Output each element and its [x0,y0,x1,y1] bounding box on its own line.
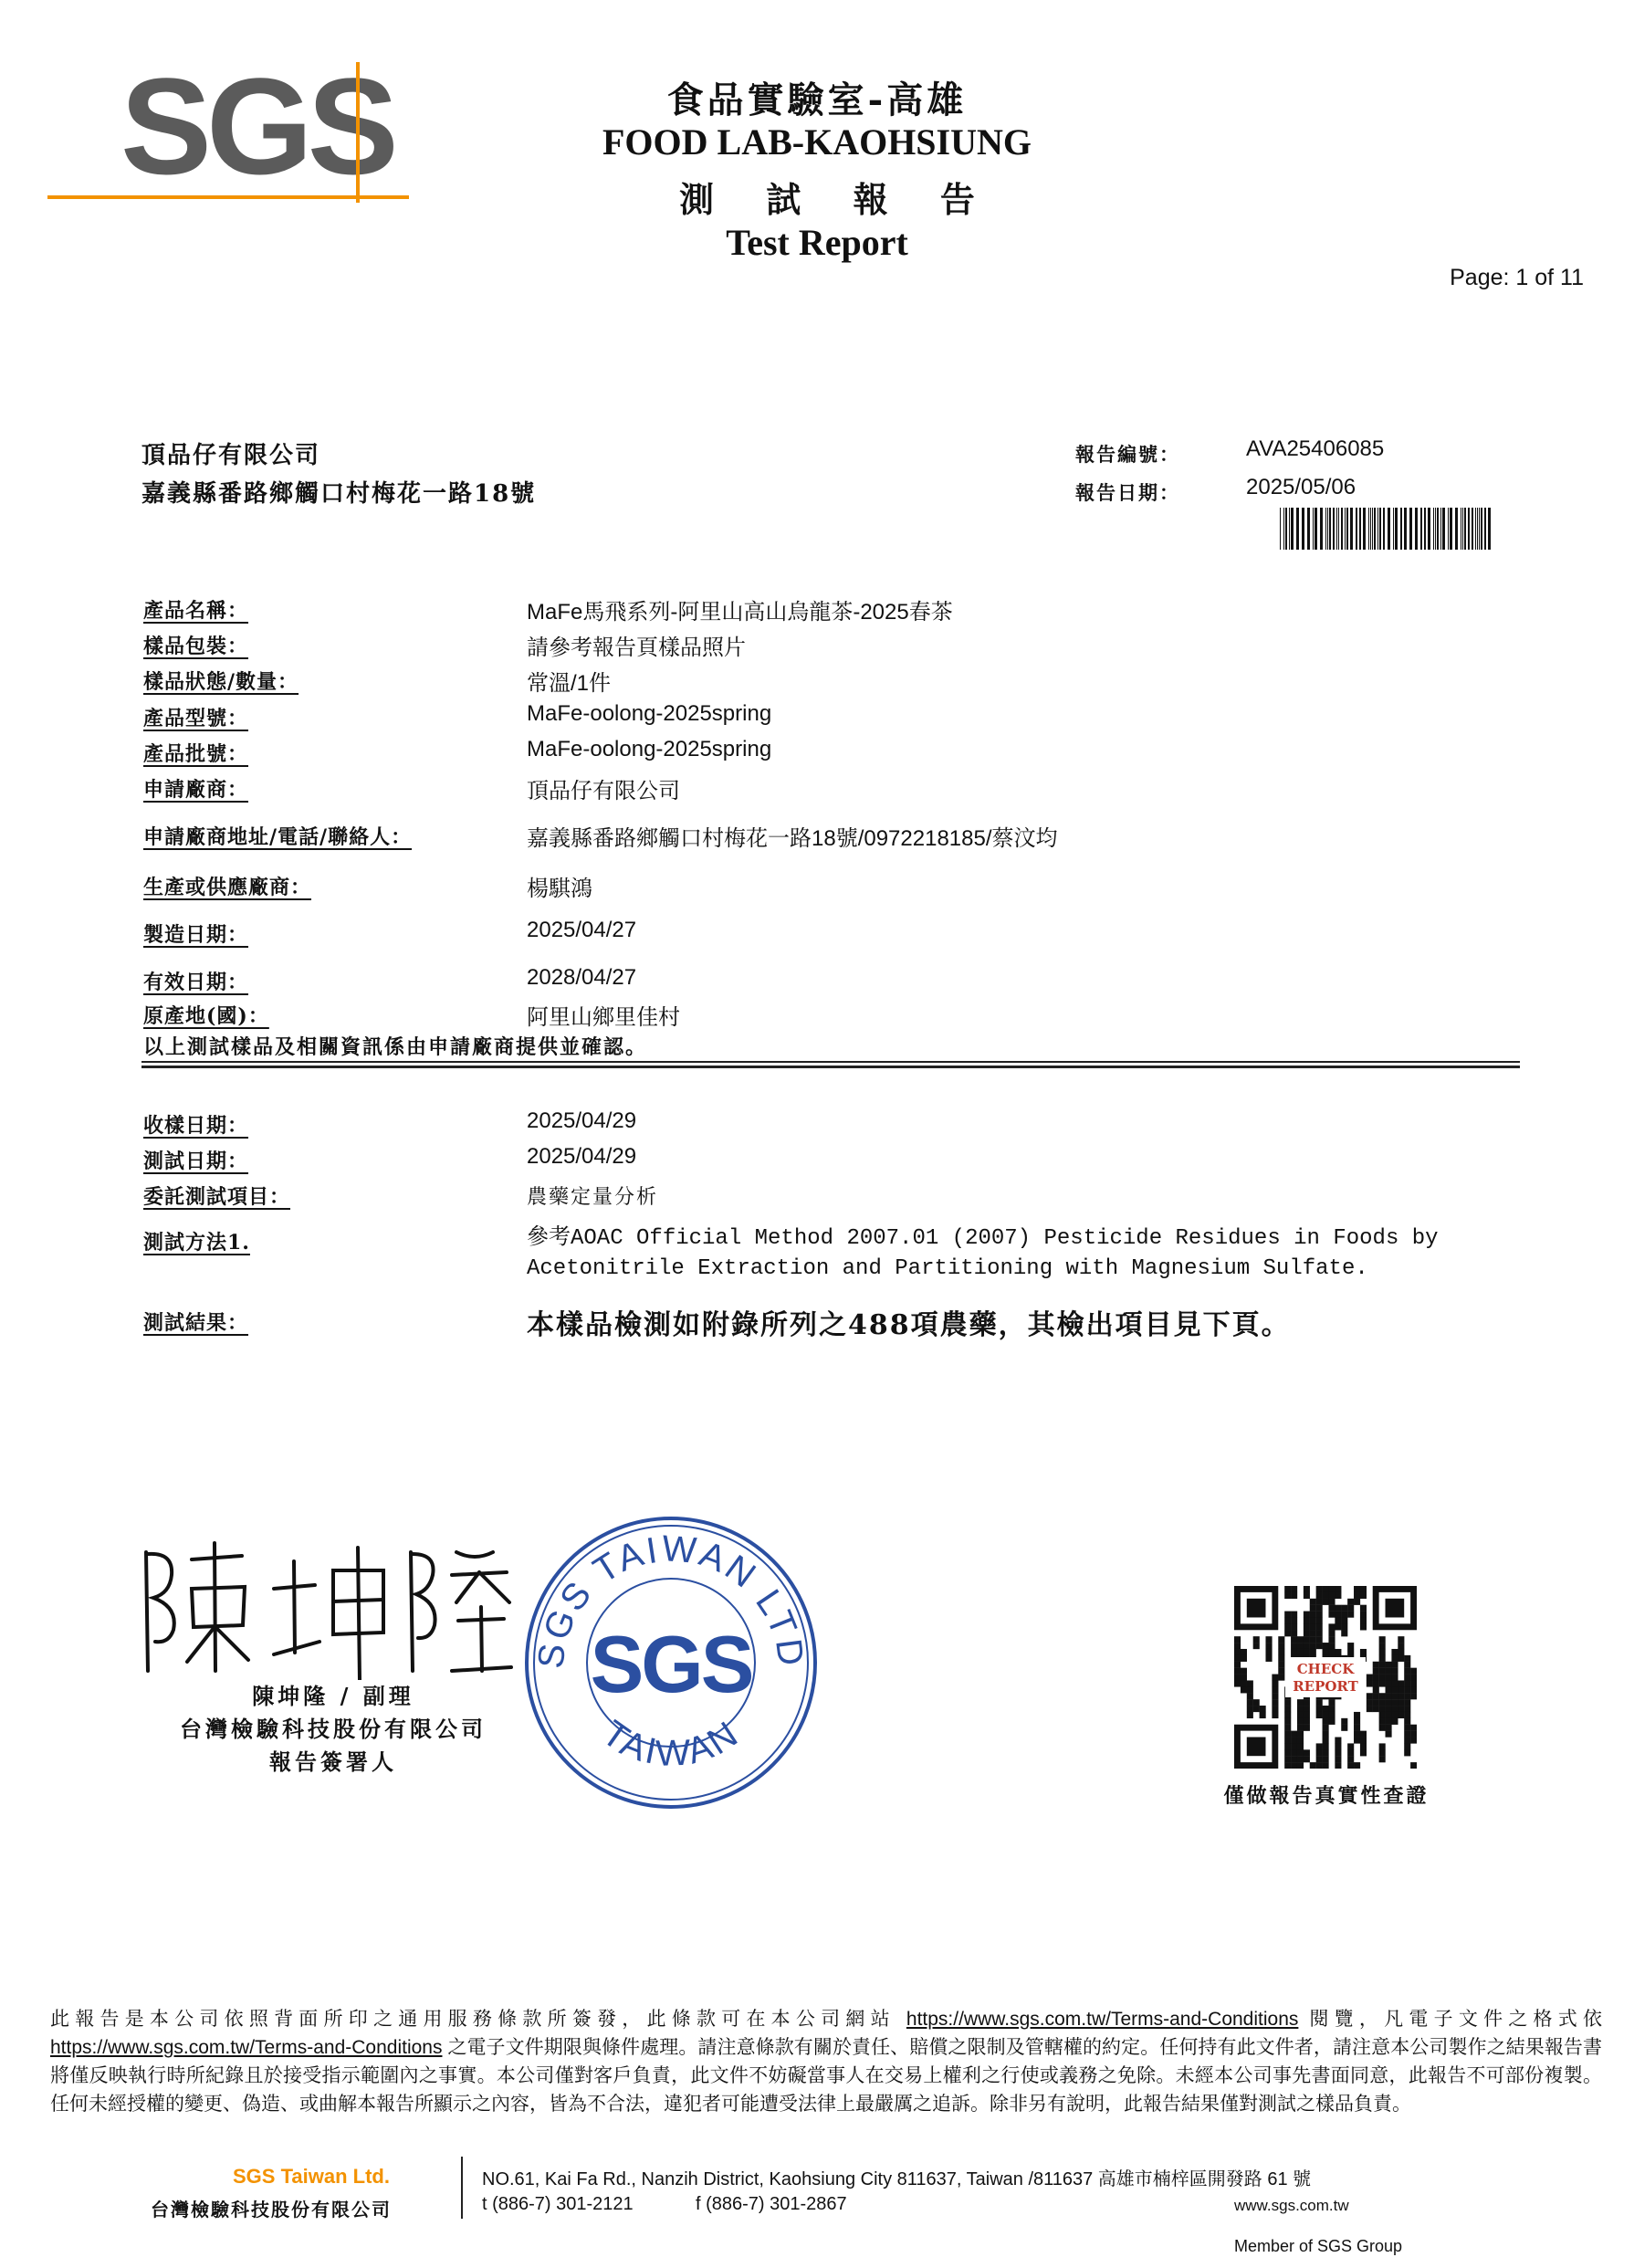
lab-name-en: FOOD LAB-KAOHSIUNG [602,121,1032,163]
logo-text: SGS [120,58,393,203]
footer-address: NO.61, Kai Fa Rd., Nanzih District, Kaohsiung City 811637, Taiwan /811637 高雄市楠梓區開發路 61 號 [482,2169,1312,2189]
footer-telephone: t (886-7) 301-2121 [482,2194,634,2214]
field-value-test-item: 農藥定量分析 [527,1186,659,1209]
report-title-zh: 測 試 報 告 [679,179,995,220]
field-value-test-date: 2025/04/29 [527,1144,637,1169]
field-value-supplier: 楊騏鴻 [527,877,592,901]
field-label-manufacture-date: 製造日期： [143,923,249,947]
svg-text:TAIWAN [595,1713,747,1774]
field-label-origin: 原產地(國)： [143,1004,269,1028]
field-label-model: 產品型號： [143,707,249,730]
report-number-label: 報告編號： [1075,443,1180,466]
report-date-label: 報告日期： [1075,481,1180,504]
report-number: AVA25406085 [1246,436,1385,461]
signer-name-title: 陳坤隆 / 副理 [252,1683,414,1709]
field-label-expiry-date: 有效日期： [143,971,249,994]
qr-report-text: REPORT [1293,1678,1358,1695]
field-label-test-result: 測試結果： [143,1311,249,1335]
field-label-test-method: 測試方法1. [143,1231,250,1255]
signer-company: 台灣檢驗科技股份有限公司 [180,1716,487,1742]
customer-address: 嘉義縣番路鄉觸口村梅花一路18號 [141,480,537,508]
field-value-applicant-contact: 嘉義縣番路鄉觸口村梅花一路18號/0972218185/蔡汶均 [527,826,1058,851]
field-label-batch: 產品批號： [143,742,249,766]
seal-top-text: SGS TAIWAN LTD [530,1528,812,1671]
footer-divider [461,2157,463,2219]
seal-bottom-text: TAIWAN [594,1712,748,1774]
footer-website[interactable]: www.sgs.com.tw [1234,2197,1349,2214]
qr-code-image [1234,1586,1417,1769]
field-label-applicant: 申請廠商： [143,778,249,802]
seal-center-text: SGS [590,1619,752,1709]
field-value-batch: MaFe-oolong-2025spring [527,737,772,761]
field-label-packaging: 樣品包裝： [143,635,249,658]
field-value-model: MaFe-oolong-2025spring [527,701,772,726]
legal-disclaimer [50,2005,1602,2118]
qr-caption: 僅做報告真實性查證 [1223,1784,1430,1808]
terms-link-2[interactable]: https://www.sgs.com.tw/Terms-and-Conditions [50,2037,443,2058]
report-date: 2025/05/06 [1246,475,1356,499]
disclaimer-part-1: 此報告是本公司依照背面所印之通用服務條款所簽發，此條款可在本公司網站 [50,2009,906,2030]
signer-role: 報告簽署人 [269,1748,397,1775]
divider-line-thick [141,1066,1520,1068]
footer-company-en: SGS Taiwan Ltd. [233,2165,390,2188]
footer-member-note: Member of SGS Group [1234,2237,1403,2255]
field-label-supplier: 生產或供應廠商： [143,876,312,899]
field-label-receive-date: 收樣日期： [143,1114,249,1138]
field-value-origin: 阿里山鄉里佳村 [527,1005,680,1030]
test-method-text: 參考AOAC Official Method 2007.01 (2007) Pesticide Residues in Foods by Acetonitrile Extraction and Partitioning with Magnesium Sulfate. [527,1226,1439,1281]
customer-name: 頂品仔有限公司 [141,442,321,469]
field-label-product-name: 產品名稱： [143,599,249,623]
lab-name-zh: 食品實驗室-高雄 [666,79,968,121]
barcode-image [1280,508,1493,550]
sgs-taiwan-seal [522,1514,820,1811]
field-value-receive-date: 2025/04/29 [527,1108,637,1133]
field-label-sample-state: 樣品狀態/數量： [143,670,299,694]
test-result-text: 本樣品檢測如附錄所列之488項農藥，其檢出項目見下頁。 [527,1309,1291,1341]
report-title-en: Test Report [726,222,908,263]
divider-line [141,1061,1520,1063]
footer-fax: f (886-7) 301-2867 [696,2194,847,2214]
disclaimer-part-2: 閱覽，凡電子文件之格式依 [1298,2009,1602,2030]
handwritten-signature [128,1534,520,1680]
footer-company-zh: 台灣檢驗科技股份有限公司 [151,2199,392,2221]
qr-check-text: CHECK [1296,1661,1355,1677]
field-label-test-date: 測試日期： [143,1150,249,1173]
field-label-test-item: 委託測試項目： [143,1185,291,1209]
terms-link[interactable]: https://www.sgs.com.tw/Terms-and-Conditions [906,2009,1299,2030]
page-number: Page: 1 of 11 [1450,265,1584,290]
field-value-packaging: 請參考報告頁樣品照片 [527,635,746,660]
field-value-manufacture-date: 2025/04/27 [527,918,637,942]
field-value-expiry-date: 2028/04/27 [527,965,637,990]
field-label-applicant-contact: 申請廠商地址/電話/聯絡人： [143,825,413,849]
field-value-product-name: MaFe馬飛系列-阿里山高山烏龍茶-2025春茶 [527,600,953,625]
disclaimer-part-3: 之電子文件期限與條件處理。請注意條款有關於責任、賠償之限制及管轄權的約定。任何持有此文件者，請注意本公司製作之結果報告書將僅反映執行時所紀錄且於接受指示範圍內之事實。本公司僅對客戶負責，此文件不妨礙當事人在交易上權利之行使或義務之免除。未經本公司事先書面同意，此報告不可部份複製。任何未經授權的變更、偽造、或曲解本報告所顯示之內容，皆為不合法，違犯者可能遭受法律上最嚴厲之追訴。除非另有說明，此報告結果僅對測試之樣品負責。 [50,2037,1602,2115]
confirmation-note: 以上測試樣品及相關資訊係由申請廠商提供並確認。 [143,1035,648,1059]
field-value-sample-state: 常溫/1件 [527,671,612,696]
field-value-applicant: 頂品仔有限公司 [527,779,680,803]
